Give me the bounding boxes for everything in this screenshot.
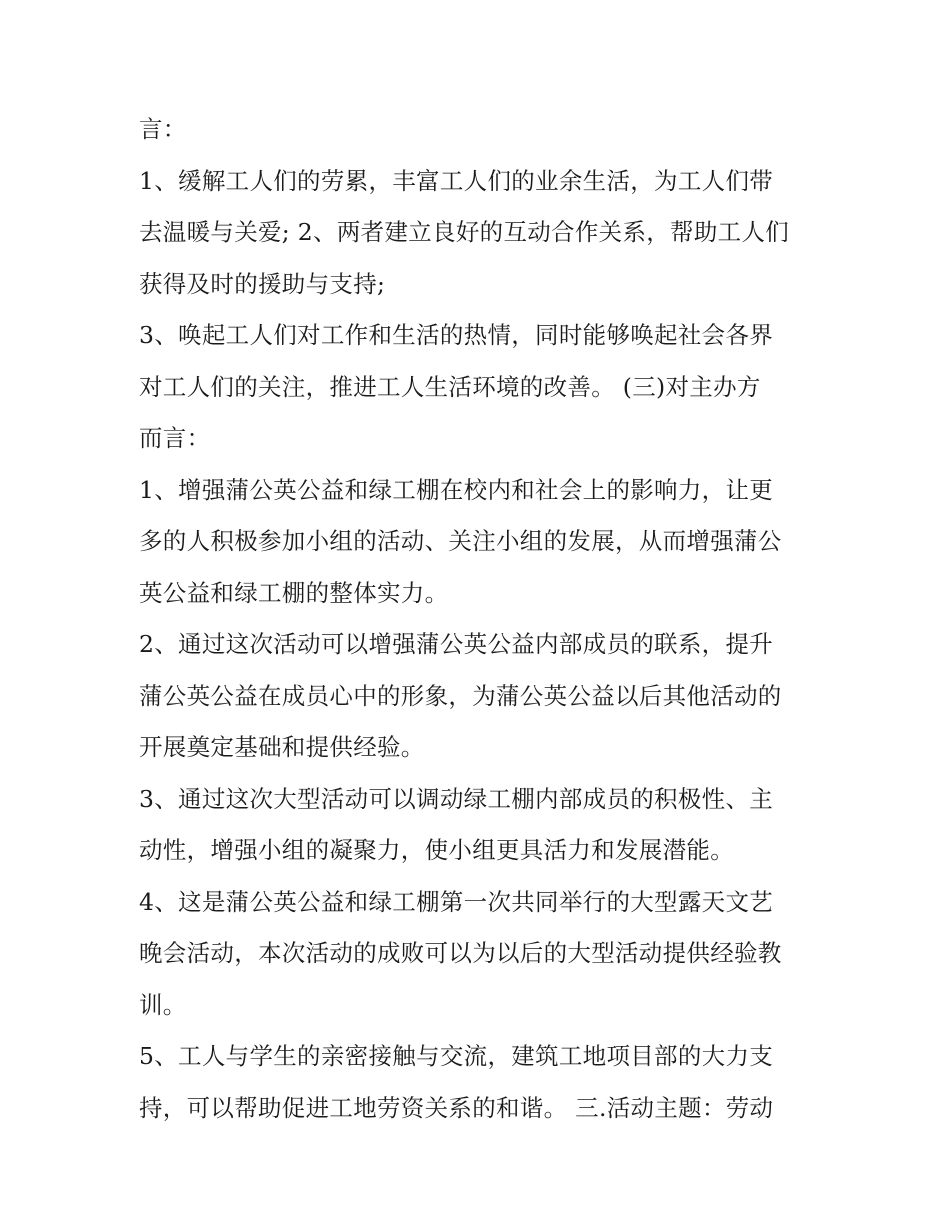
text-line: 4、这是蒲公英公益和绿工棚第一次共同举行的大型露天文艺 xyxy=(139,887,774,916)
text-line: 言： xyxy=(139,115,187,143)
text-line: 开展奠定基础和提供经验。 xyxy=(139,733,425,761)
document-body xyxy=(139,104,829,1134)
text-line: 而言： xyxy=(139,424,211,452)
text-line: 动性，增强小组的凝聚力，使小组更具活力和发展潜能。 xyxy=(139,836,734,864)
text-line: 3、唤起工人们对工作和生活的热情，同时能够唤起社会各界 xyxy=(139,321,774,349)
text-line: 英公益和绿工棚的整体实力。 xyxy=(139,578,449,607)
text-line: 1、缓解工人们的劳累，丰富工人们的业余生活，为工人们带 xyxy=(139,166,774,195)
text-line: 2、通过这次活动可以增强蒲公英公益内部成员的联系，提升 xyxy=(139,630,774,658)
text-line: 5、工人与学生的亲密接触与交流，建筑工地项目部的大力支 xyxy=(139,1042,774,1070)
text-line: 多的人积极参加小组的活动、关注小组的发展，从而增强蒲公 xyxy=(139,527,782,555)
text-line: 训。 xyxy=(139,990,187,1019)
text-line: 晚会活动，本次活动的成败可以为以后的大型活动提供经验教 xyxy=(139,939,782,967)
text-line: 去温暖与关爱; 2、两者建立良好的互动合作关系，帮助工人们 xyxy=(139,218,790,246)
text-line: 蒲公英公益在成员心中的形象，为蒲公英公益以后其他活动的 xyxy=(139,681,782,710)
text-line: 持，可以帮助促进工地劳资关系的和谐。 三.活动主题：劳动 xyxy=(139,1093,774,1122)
text-line: 1、增强蒲公英公益和绿工棚在校内和社会上的影响力，让更 xyxy=(139,475,774,504)
text-line: 3、通过这次大型活动可以调动绿工棚内部成员的积极性、主 xyxy=(139,784,774,813)
text-line: 获得及时的援助与支持; xyxy=(139,269,386,298)
text-line: 对工人们的关注，推进工人生活环境的改善。 (三)对主办方 xyxy=(139,372,761,401)
